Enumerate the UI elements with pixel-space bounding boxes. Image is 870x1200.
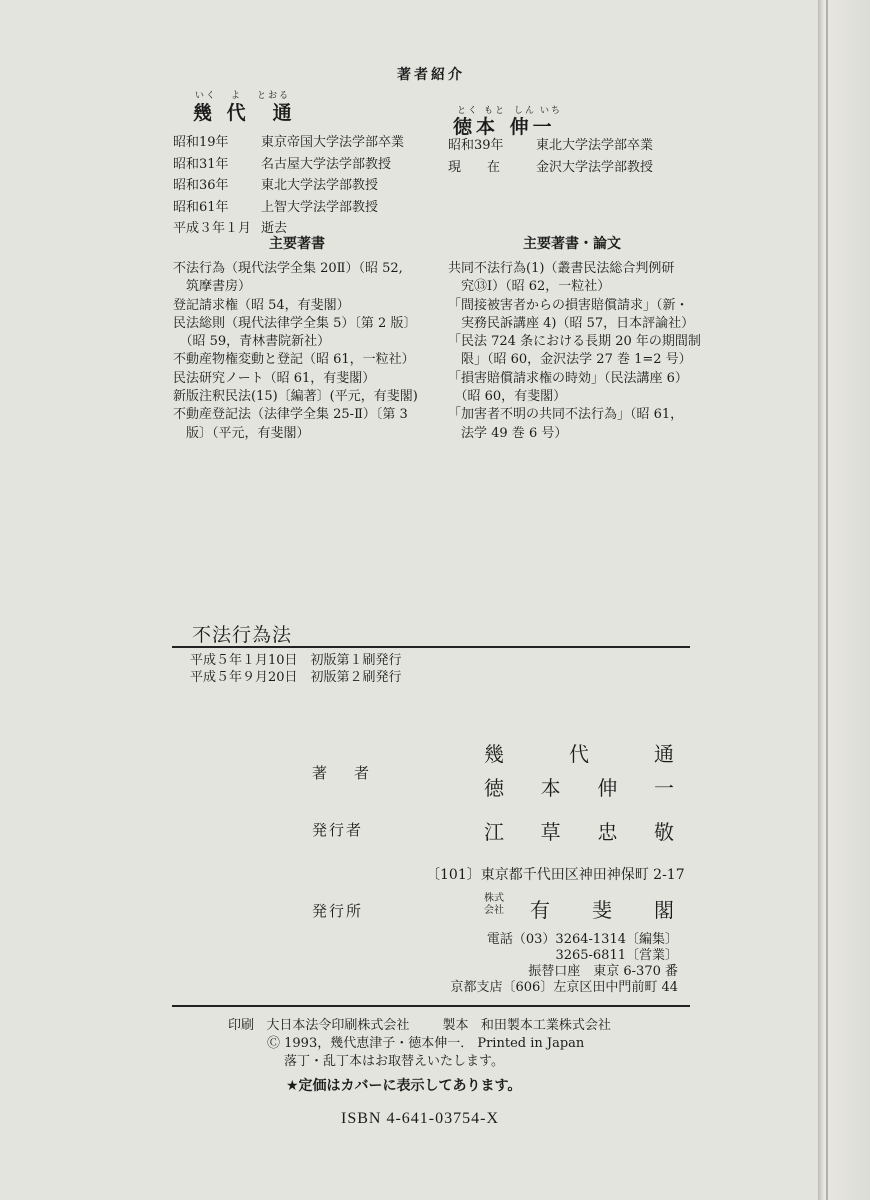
printer: 大日本法令印刷株式会社 xyxy=(266,1018,410,1033)
author1-ruby-2: よ xyxy=(231,91,243,101)
bio-text: 上智大学法学部教授 xyxy=(261,199,379,215)
works-line: 限」（昭 60，金沢法学 27 巻 1=2 号） xyxy=(448,352,692,368)
isbn: ISBN 4-641-03754-X xyxy=(341,1110,499,1127)
bio-year: 昭和36年 xyxy=(173,178,229,193)
name-char: 通 xyxy=(654,742,674,766)
bio-text: 東北大学法学部教授 xyxy=(261,178,379,193)
works-line: 共同不法行為(1)（叢書民法総合判例研 xyxy=(448,261,675,276)
works-line: 「加害者不明の共同不法行為」（昭 61， xyxy=(448,407,684,423)
works-line: 法学 49 巻 6 号） xyxy=(448,425,568,441)
colophon-rule xyxy=(172,646,690,648)
bio-text: 逝去 xyxy=(261,221,288,236)
author2-ruby-1: とく xyxy=(457,106,480,116)
phone-2: 3265-6811〔営業〕 xyxy=(555,948,678,963)
works-line: 究⑬Ⅰ）（昭 62，一粒社） xyxy=(448,279,611,295)
author2-ruby-4: いち xyxy=(540,106,563,116)
author2-bio xyxy=(448,135,653,178)
bio-text: 金沢大学法学部教授 xyxy=(536,159,654,175)
works-line: 「民法 724 条における長期 20 年の期間制 xyxy=(448,334,701,350)
binder: 和田製本工業株式会社 xyxy=(480,1018,611,1033)
works-line: 新版注釈民法(15)〔編著〕(平元，有斐閣) xyxy=(173,389,418,405)
name-char: 代 xyxy=(569,742,589,766)
works-line: 実務民訴講座 4)（昭 57，日本評論社） xyxy=(448,315,695,331)
name-char: 斐 xyxy=(592,898,612,922)
author-name-2 xyxy=(484,772,674,801)
phone-1: 電話（03）3264-1314〔編集〕 xyxy=(486,932,678,947)
bio-row xyxy=(448,157,653,179)
replacement-notice: 落丁・乱丁本はお取替えいたします。 xyxy=(284,1054,504,1069)
bio-row xyxy=(173,154,404,176)
print-line xyxy=(228,1017,611,1035)
author1-works-list xyxy=(173,260,418,443)
book-title: 不法行為法 xyxy=(192,624,293,646)
publisher-label: 発行所 xyxy=(312,902,364,920)
works-line: 不動産登記法（法律学全集 25-Ⅱ）〔第 3 xyxy=(173,407,408,423)
section-title: 著者紹介 xyxy=(397,67,465,83)
company-prefix-1: 株式 xyxy=(484,893,504,904)
publisher-person-label: 発行者 xyxy=(312,821,364,839)
author2-ruby-2: もと xyxy=(484,106,507,116)
author2-works-heading: 主要著書・論文 xyxy=(523,236,621,252)
name-char: 有 xyxy=(530,898,550,922)
author1-name: 幾 代 通 xyxy=(193,102,296,124)
author2-name: 徳本 伸一 xyxy=(453,116,556,138)
name-char: 閣 xyxy=(654,898,674,922)
works-line: 版〕（平元，有斐閣） xyxy=(173,425,310,441)
bio-year: 昭和61年 xyxy=(173,199,229,215)
edition-line: 平成５年９月20日 初版第２刷発行 xyxy=(190,670,402,685)
bio-year: 現 在 xyxy=(448,159,501,175)
company-name xyxy=(530,894,674,923)
author-label: 著 者 xyxy=(312,764,376,782)
author-name-1 xyxy=(484,738,674,767)
bio-year: 昭和39年 xyxy=(448,138,504,153)
bio-year: 昭和19年 xyxy=(173,135,229,150)
name-char: 一 xyxy=(653,776,674,800)
author2-works-list xyxy=(448,260,701,443)
works-line: （昭 60，有斐閣） xyxy=(448,389,567,405)
bind-label: 製本 xyxy=(442,1018,469,1033)
bio-row xyxy=(173,132,404,154)
name-char: 敬 xyxy=(653,820,674,844)
author2-ruby-3: しん xyxy=(514,106,537,116)
bio-text: 名古屋大学法学部教授 xyxy=(261,156,392,172)
works-line: 民法総則（現代法律学全集 5）〔第 2 版〕 xyxy=(173,315,417,331)
name-char: 幾 xyxy=(484,742,504,766)
author1-ruby-1: いく xyxy=(195,91,218,101)
publisher-person xyxy=(484,816,674,845)
name-char: 草 xyxy=(540,820,561,844)
author1-bio xyxy=(173,132,404,240)
company-prefix-2: 会社 xyxy=(484,905,504,916)
name-char: 忠 xyxy=(597,820,618,844)
works-line: 不動産物権変動と登記（昭 61，一粒社） xyxy=(173,352,415,368)
bio-row xyxy=(173,175,404,197)
branch-address: 京都支店〔606〕左京区田中門前町 44 xyxy=(450,980,678,995)
works-line: 「間接被害者からの損害賠償請求」（新・ xyxy=(448,297,689,313)
bio-text: 東北大学法学部卒業 xyxy=(536,138,654,153)
copyright: Ⓒ 1993，幾代恵津子・徳本伸一． Printed in Japan xyxy=(267,1036,585,1051)
name-char: 江 xyxy=(484,820,504,844)
name-char: 徳 xyxy=(484,776,504,800)
works-line: 民法研究ノート（昭 61，有斐閣） xyxy=(173,370,376,386)
bio-row xyxy=(448,135,653,157)
bio-row xyxy=(173,197,404,219)
page-edge-line xyxy=(826,0,828,1200)
edition-line: 平成５年１月10日 初版第１刷発行 xyxy=(190,653,402,668)
print-label: 印刷 xyxy=(228,1018,255,1033)
bio-text: 東京帝国大学法学部卒業 xyxy=(261,135,405,150)
works-line: 「損害賠償請求権の時効」（民法講座 6） xyxy=(448,370,688,386)
works-line: 筑摩書房） xyxy=(173,279,252,295)
author1-works-heading: 主要著書 xyxy=(269,236,325,252)
works-line: 不法行為（現代法学全集 20Ⅱ）（昭 52, xyxy=(173,261,403,276)
bio-year: 昭和31年 xyxy=(173,156,229,172)
author1-ruby-3: とおる xyxy=(257,91,291,101)
works-line: （昭 59，青林書院新社） xyxy=(173,334,331,350)
name-char: 伸 xyxy=(597,776,618,800)
footer-rule xyxy=(172,1005,690,1007)
publisher-address: 〔101〕東京都千代田区神田神保町 2-17 xyxy=(426,867,685,883)
name-char: 本 xyxy=(540,776,561,800)
transfer-account: 振替口座 東京 6-370 番 xyxy=(528,964,678,979)
price-notice: ★定価はカバーに表示してあります。 xyxy=(286,1078,522,1094)
bio-year: 平成３年１月 xyxy=(173,221,252,236)
works-line: 登記請求権（昭 54，有斐閣） xyxy=(173,297,350,313)
